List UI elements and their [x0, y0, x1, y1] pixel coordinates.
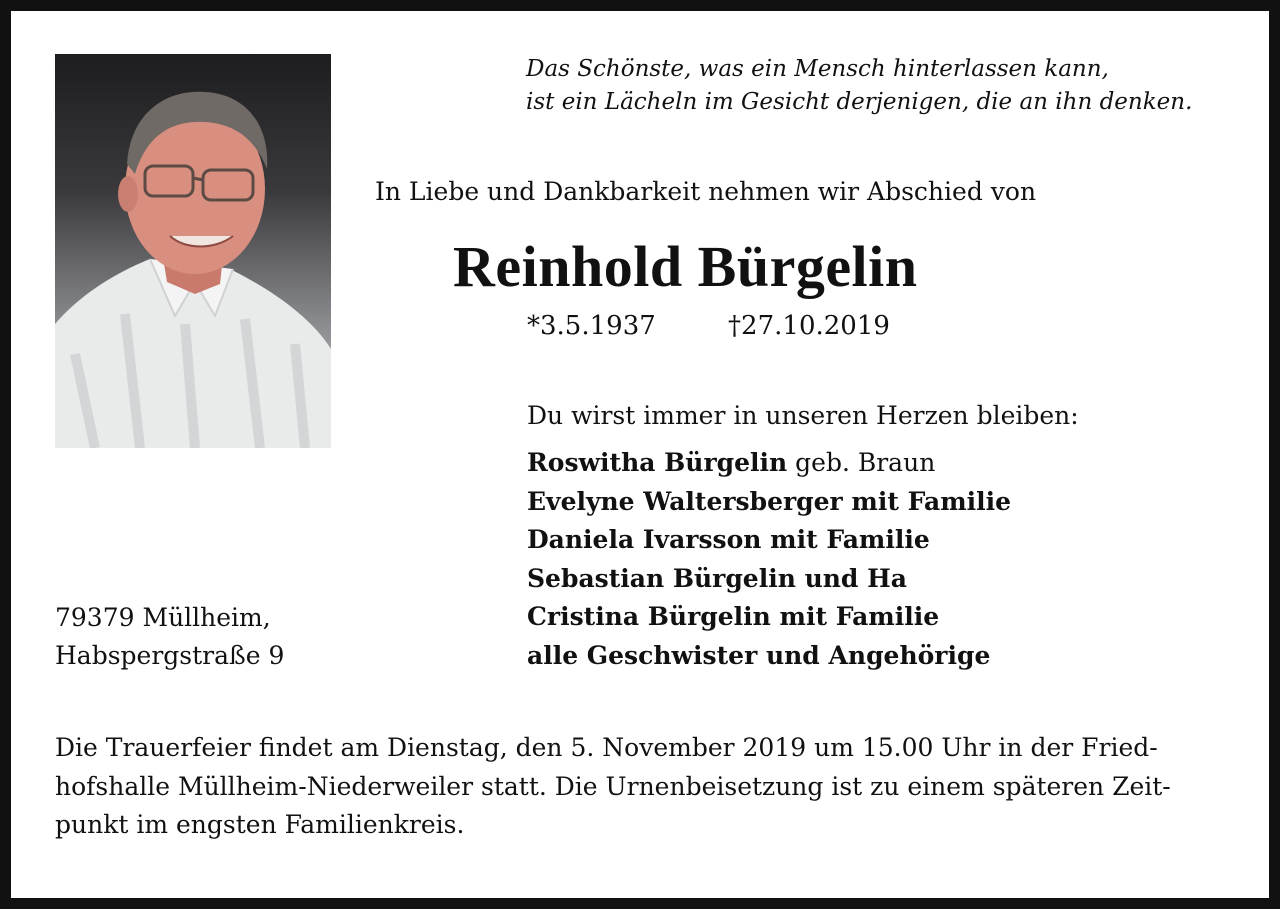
funeral-notice — [55, 729, 1171, 845]
death-date: †27.10.2019 — [728, 311, 890, 341]
life-dates — [527, 311, 890, 341]
family-member — [527, 444, 1011, 483]
family-member-name: Roswitha Bürgelin — [527, 448, 788, 477]
family-member-name: Evelyne Waltersberger mit Familie — [527, 486, 1012, 516]
deceased-name: Reinhold Bürgelin — [453, 234, 918, 299]
family-member-name: Daniela Ivarsson mit Familie — [527, 525, 930, 554]
family-member-name: Sebastian Bürgelin und Ha — [527, 563, 907, 593]
address-line-2: Habspergstraße 9 — [55, 641, 285, 670]
family-member-note: geb. Braun — [787, 448, 936, 477]
family-member — [527, 560, 1011, 599]
family-address — [55, 599, 284, 675]
family-member-name: Cristina Bürgelin mit Familie — [527, 602, 940, 631]
quote-line-1: Das Schönste, was ein Mensch hinterlassen kann, — [526, 56, 1109, 82]
family-member — [527, 637, 1011, 676]
family-tagline: Du wirst immer in unseren Herzen bleiben: — [527, 401, 1079, 430]
intro-text: In Liebe und Dankbarkeit nehmen wir Abschied von — [375, 177, 1037, 206]
memorial-quote — [526, 53, 1192, 119]
family-member — [527, 483, 1011, 522]
family-member-name: alle Geschwister und Angehörige — [527, 640, 991, 670]
portrait-photo — [55, 54, 331, 448]
birth-date: *3.5.1937 — [527, 311, 656, 341]
family-member — [527, 598, 1011, 637]
quote-line-2: ist ein Lächeln im Gesicht derjenigen, die an ihn denken. — [526, 89, 1193, 115]
notice-line-3: punkt im engsten Familienkreis. — [55, 810, 465, 839]
portrait-illustration — [55, 54, 331, 448]
notice-line-1: Die Trauerfeier findet am Dienstag, den 5. November 2019 um 15.00 Uhr in der Fried- — [55, 733, 1158, 762]
family-list — [527, 444, 1011, 675]
notice-line-2: hofshalle Müllheim-Niederweiler statt. Die Urnenbeisetzung ist zu einem späteren Zeit- — [55, 771, 1171, 801]
address-line-1: 79379 Müllheim, — [55, 603, 271, 632]
family-member — [527, 521, 1011, 560]
